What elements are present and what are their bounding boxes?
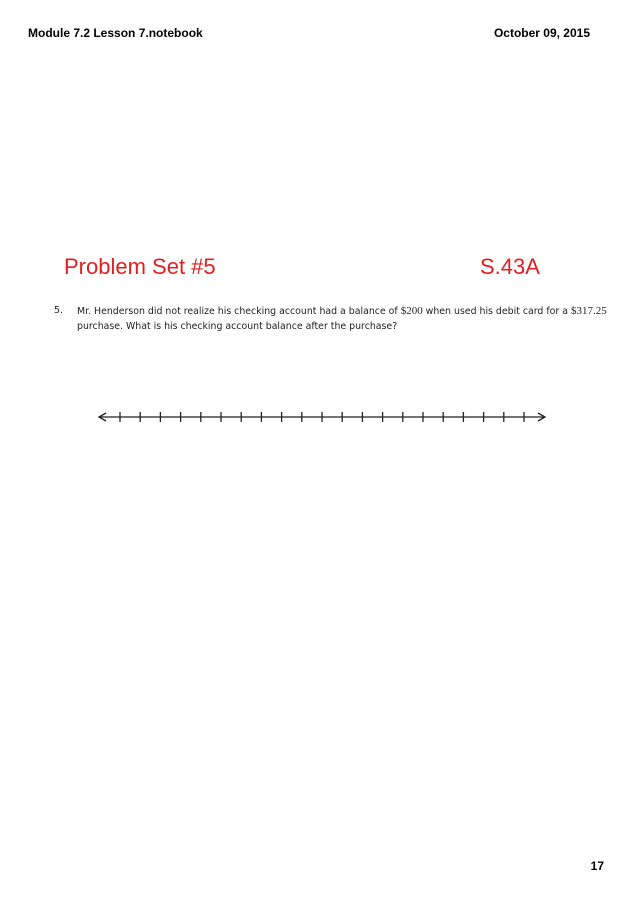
page-number: 17 (590, 859, 604, 873)
problem-line-1 (77, 303, 607, 320)
standard-code: S.43A (480, 254, 540, 279)
problem-text-part1: Mr. Henderson did not realize his checking account had a balance of (77, 306, 401, 317)
purchase-amount: $317.25 (570, 305, 607, 317)
notebook-date: October 09, 2015 (493, 26, 590, 40)
number-line (96, 408, 548, 426)
problem-line-2: purchase. What is his checking account balance after the purchase? (77, 321, 398, 332)
problem-text-part2: when used his debit card for a (422, 306, 571, 317)
problem-set-title: Problem Set #5 (64, 254, 216, 279)
balance-amount: $200 (400, 305, 423, 317)
problem-number: 5. (54, 305, 63, 316)
notebook-title: Module 7.2 Lesson 7.notebook (28, 26, 203, 40)
